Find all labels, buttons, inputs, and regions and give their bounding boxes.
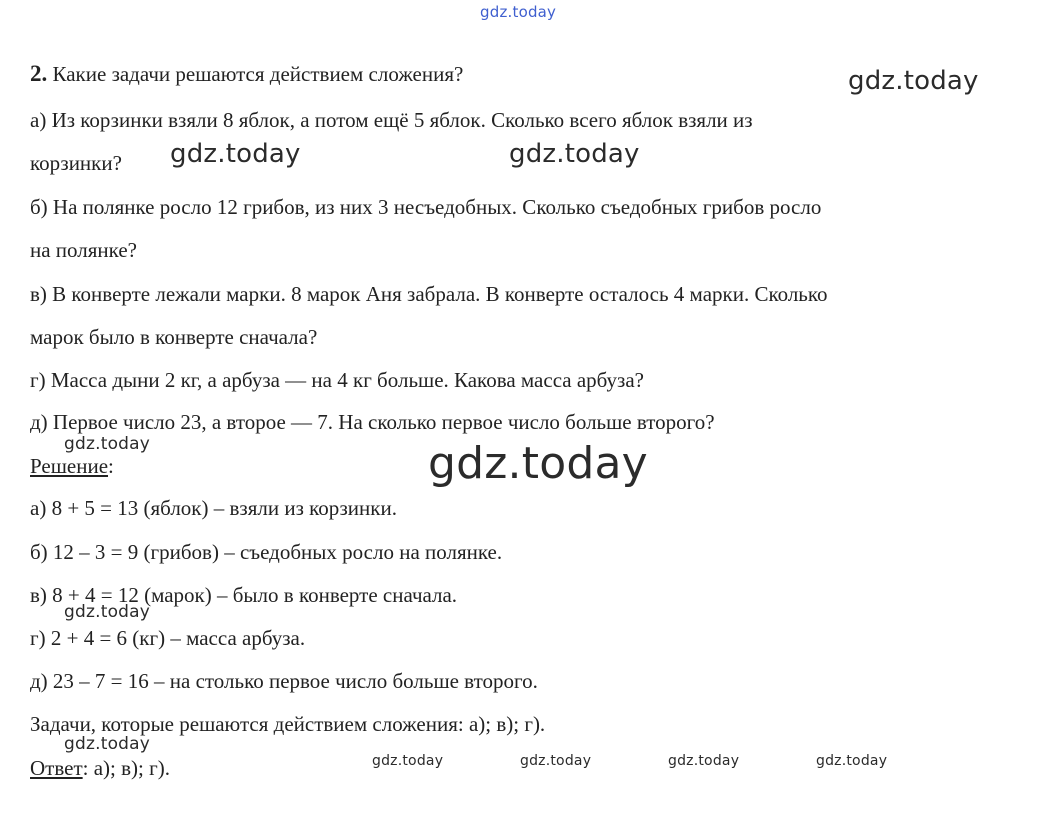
watermark: gdz.today xyxy=(428,438,648,489)
task-item-line: д) Первое число 23, а второе — 7. На сколько первое число больше второго? xyxy=(30,410,715,434)
watermark: gdz.today xyxy=(848,66,979,96)
watermark: gdz.today xyxy=(64,734,151,754)
watermark: gdz.today xyxy=(170,139,301,169)
solution-heading xyxy=(30,453,114,479)
answer-label: Ответ xyxy=(30,756,83,780)
watermark-top: gdz.today xyxy=(480,3,557,21)
task-header xyxy=(30,61,463,87)
watermark: gdz.today xyxy=(64,434,151,454)
watermark: gdz.today xyxy=(509,139,640,169)
solution-line: г) 2 + 4 = 6 (кг) – масса арбуза. xyxy=(30,626,306,650)
solution-heading-label: Решение xyxy=(30,454,109,478)
task-item-line: б) На полянке росло 12 грибов, из них 3 несъедобных. Сколько съедобных грибов росло xyxy=(30,195,822,219)
task-item-line: марок было в конверте сначала? xyxy=(30,325,318,349)
solution-heading-colon: : xyxy=(108,454,114,478)
task-item-line: на полянке? xyxy=(30,238,137,262)
solution-line: в) 8 + 4 = 12 (марок) – было в конверте сначала. xyxy=(30,583,458,607)
watermark: gdz.today xyxy=(64,602,151,622)
task-item-line: в) В конверте лежали марки. 8 марок Аня забрала. В конверте осталось 4 марки. Сколько xyxy=(30,282,828,306)
watermark: gdz.today xyxy=(668,753,740,769)
answer-line xyxy=(30,755,170,781)
task-item-line: г) Масса дыни 2 кг, а арбуза — на 4 кг больше. Какова масса арбуза? xyxy=(30,368,644,392)
task-question: Какие задачи решаются действием сложения? xyxy=(52,62,464,86)
watermark: gdz.today xyxy=(520,753,592,769)
solution-line: д) 23 – 7 = 16 – на столько первое число больше второго. xyxy=(30,669,538,693)
task-item-line: корзинки? xyxy=(30,151,122,175)
watermark: gdz.today xyxy=(372,753,444,769)
task-number: 2. xyxy=(30,61,48,86)
task-item-line: а) Из корзинки взяли 8 яблок, а потом ещё 5 яблок. Сколько всего яблок взяли из xyxy=(30,108,753,132)
solution-line: а) 8 + 5 = 13 (яблок) – взяли из корзинки. xyxy=(30,496,397,520)
solution-summary: Задачи, которые решаются действием сложения: а); в); г). xyxy=(30,712,546,736)
solution-line: б) 12 – 3 = 9 (грибов) – съедобных росло на полянке. xyxy=(30,540,503,564)
answer-text: : а); в); г). xyxy=(82,756,170,780)
watermark: gdz.today xyxy=(816,753,888,769)
